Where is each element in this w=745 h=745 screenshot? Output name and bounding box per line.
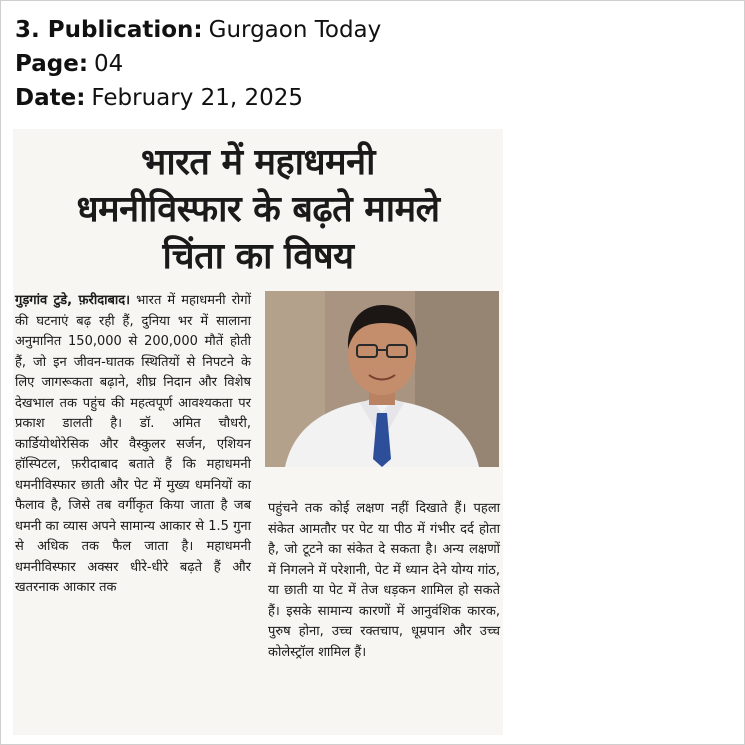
headline-line-2: धमनीविस्फार के बढ़ते मामले <box>76 189 440 230</box>
publication-line <box>15 13 381 47</box>
article-headline <box>13 139 503 280</box>
headline-line-3: चिंता का विषय <box>162 236 354 277</box>
column-1-text: भारत में महाधमनी रोगों की घटनाएं बढ़ रही हैं, दुनिया भर में सालाना अनुमानित 150,000 से 200,000 मौतें होती हैं, जो इन जीवन-घातक स्थितियों से निपटने के लिए जागरूकता बढ़ाने, शीघ्र निदान और विशेष देखभाल तक पहुंच की महत्वपूर्ण आवश्यकता पर प्रकाश डालती है। डॉ. अमित चौधरी, कार्डियोथोरेसिक और वैस्कुलर सर्जन, एशियन हॉस्पिटल, फ़रीदाबाद बताते हैं कि महाधमनी धमनीविस्फार छाती और पेट में मुख्य धमनियों का फैलाव है, जिसे तब वर्गीकृत किया जाता है जब धमनी का व्यास अपने सामान्य आकार से 1.5 गुना से अधिक तक फैल जाता है। महाधमनी धमनीविस्फार अक्सर धीरे-धीरे बढ़ते हैं और खतरनाक आकार तक <box>15 293 251 595</box>
article-column-2: पहुंचने तक कोई लक्षण नहीं दिखाते हैं। पहला संकेत आमतौर पर पेट या पीठ में गंभीर दर्द होता है, जो टूटने का संकेत दे सकता है। अन्य लक्षणों में निगलने में परेशानी, पेट में ध्यान देने योग्य गांठ, या छाती या पेट में तेज धड़कन शामिल हो सकते हैं। इसके सामान्य कारणों में आनुवंशिक कारक, पुरुष होना, उच्च रक्तचाप, धूम्रपान और उच्च कोलेस्ट्रॉल शामिल हैं। <box>268 501 500 660</box>
doctor-photo-illustration <box>265 291 499 467</box>
date-value: February 21, 2025 <box>91 85 304 111</box>
page-value: 04 <box>94 51 124 77</box>
headline-line-1: भारत में महाधमनी <box>141 142 375 183</box>
date-line <box>15 81 381 115</box>
publication-value: Gurgaon Today <box>208 17 382 43</box>
publication-meta <box>15 13 381 115</box>
article-dateline: गुड़गांव टुडे, फ़रीदाबाद। <box>15 293 131 308</box>
date-label: Date: <box>15 85 86 111</box>
doctor-photo <box>265 291 499 467</box>
page-label: Page: <box>15 51 89 77</box>
publication-label: 3. Publication: <box>15 17 203 43</box>
page-line <box>15 47 381 81</box>
article-column-1 <box>15 291 251 599</box>
newspaper-clipping <box>13 129 503 735</box>
